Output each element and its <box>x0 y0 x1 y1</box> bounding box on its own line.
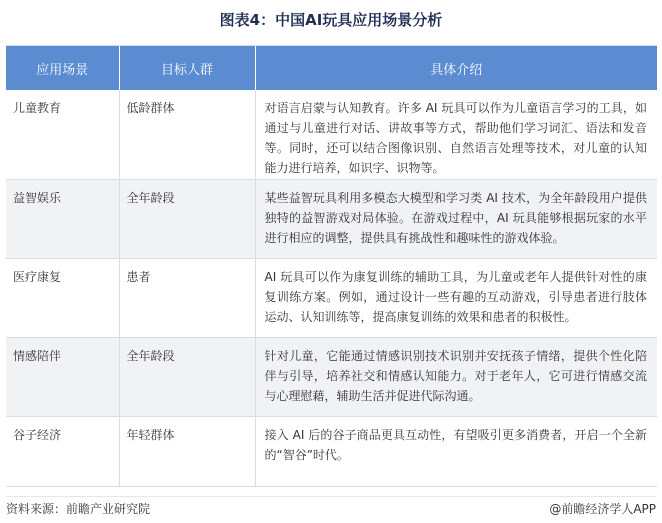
cell-desc: 某些益智玩具利用多模态大模型和学习类 AI 技术，为全年龄段用户提供独特的益智游戏对局体验。在游戏过程中，AI 玩具能够根据玩家的水平进行相应的调整，提供具有挑战性和趣味性的游戏体验。 <box>255 179 657 258</box>
cell-scene: 情感陪伴 <box>6 337 119 416</box>
cell-scene: 医疗康复 <box>6 258 119 337</box>
cell-target: 全年龄段 <box>119 337 255 416</box>
cell-target: 低龄群体 <box>119 90 255 179</box>
cell-target: 患者 <box>119 258 255 337</box>
footer <box>6 496 656 514</box>
cell-scene: 儿童教育 <box>6 90 119 179</box>
source-note: 资料来源：前瞻产业研究院 <box>6 502 151 516</box>
cell-desc: 对语言启蒙与认知教育。许多 AI 玩具可以作为儿童语言学习的工具，如通过与儿童进行对话、讲故事等方式，帮助他们学习词汇、语法和发音等。同时，还可以结合图像识别、自然语言处理等技术，对儿童的认知能力进行培养，如识字、识物等。 <box>255 90 657 179</box>
table-header-row <box>6 46 657 90</box>
header-desc: 具体介绍 <box>255 46 657 90</box>
header-scene: 应用场景 <box>6 46 119 90</box>
cell-desc: 针对儿童，它能通过情感识别技术识别并安抚孩子情绪，提供个性化陪伴与引导，培养社交和情感认知能力。对于老年人，它可进行情感交流与心理慰藉，辅助生活并促进代际沟通。 <box>255 337 657 416</box>
cell-desc: AI 玩具可以作为康复训练的辅助工具，为儿童或老年人提供针对性的康复训练方案。例如，通过设计一些有趣的互动游戏，引导患者进行肢体运动、认知训练等，提高康复训练的效果和患者的积极性。 <box>255 258 657 337</box>
cell-target: 年轻群体 <box>119 416 255 486</box>
cell-target: 全年龄段 <box>119 179 255 258</box>
cell-desc: 接入 AI 后的谷子商品更具互动性，有望吸引更多消费者，开启一个全新的“智谷”时代。 <box>255 416 657 486</box>
figure-title: 图表4：中国AI玩具应用场景分析 <box>219 11 443 29</box>
cell-scene: 谷子经济 <box>6 416 119 486</box>
table-row <box>6 337 657 416</box>
header-target: 目标人群 <box>119 46 255 90</box>
scenario-table <box>6 45 657 486</box>
table-row <box>6 258 657 337</box>
table-row <box>6 90 657 179</box>
brand-credit: @前瞻经济学人APP <box>549 502 656 516</box>
cell-scene: 益智娱乐 <box>6 179 119 258</box>
table-row <box>6 416 657 486</box>
table-row <box>6 179 657 258</box>
